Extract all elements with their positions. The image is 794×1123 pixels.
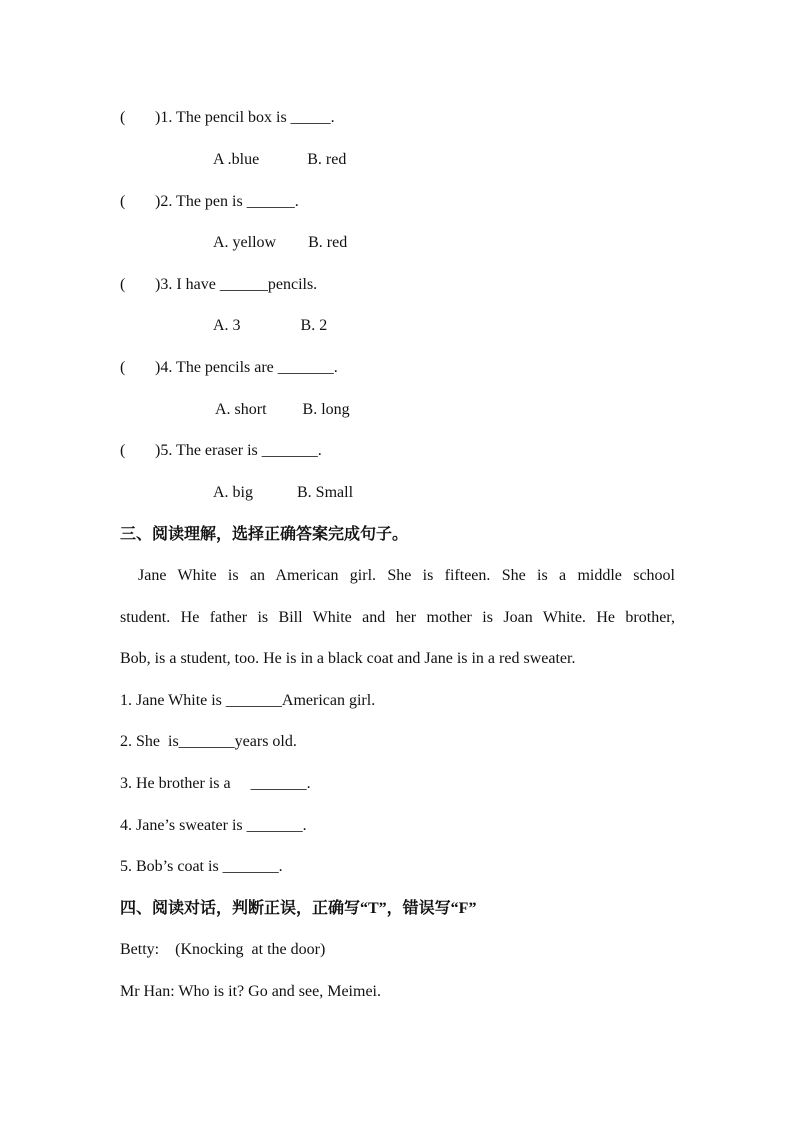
comprehension-item-5: 5. Bob’s coat is _______.	[120, 858, 283, 875]
question-2-options: A. yellow B. red	[213, 234, 348, 251]
comprehension-item-3: 3. He brother is a _______.	[120, 775, 311, 792]
passage-line-1: Jane White is an American girl. She is fifteen. She is a middle school	[138, 567, 675, 584]
section-3-heading: 三、阅读理解，选择正确答案完成句子。	[120, 526, 409, 543]
question-5-options: A. big B. Small	[213, 484, 354, 501]
question-2: )2. The pen is ______.	[155, 193, 299, 210]
passage-line-2: student. He father is Bill White and her mother is Joan White. He brother,	[120, 609, 675, 626]
question-1-paren: (	[120, 109, 126, 126]
question-5-paren: (	[120, 442, 126, 459]
question-4-options: A. short B. long	[215, 401, 350, 418]
section-4-heading: 四、阅读对话，判断正误，正确写“T”，错误写“F”	[120, 900, 477, 917]
dialogue-line-2: Mr Han: Who is it? Go and see, Meimei.	[120, 983, 381, 1000]
question-4: )4. The pencils are _______.	[155, 359, 338, 376]
comprehension-item-2: 2. She is_______years old.	[120, 733, 297, 750]
comprehension-item-1: 1. Jane White is _______American girl.	[120, 692, 376, 709]
question-3-paren: (	[120, 276, 126, 293]
comprehension-item-4: 4. Jane’s sweater is _______.	[120, 817, 307, 834]
question-1: )1. The pencil box is _____.	[155, 109, 335, 126]
question-3: )3. I have ______pencils.	[155, 276, 318, 293]
dialogue-line-1: Betty: (Knocking at the door)	[120, 941, 326, 958]
question-2-paren: (	[120, 193, 126, 210]
question-1-options: A .blue B. red	[213, 151, 347, 168]
question-4-paren: (	[120, 359, 126, 376]
passage-line-3: Bob, is a student, too. He is in a black coat and Jane is in a red sweater.	[120, 650, 576, 667]
question-3-options: A. 3 B. 2	[213, 317, 328, 334]
question-5: )5. The eraser is _______.	[155, 442, 322, 459]
